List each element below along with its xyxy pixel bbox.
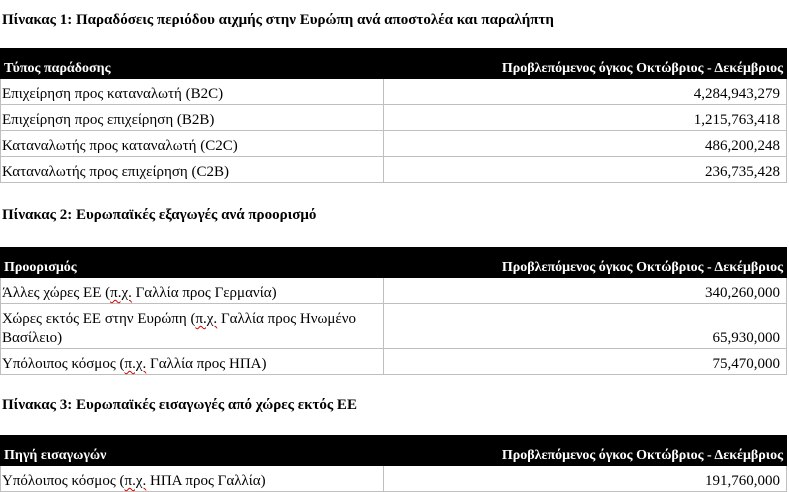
table-row (1, 105, 787, 131)
spellcheck-underlined-word: π.χ. (195, 311, 218, 327)
row-value: 340,260,000 (384, 278, 787, 304)
table-1-caption: Πίνακας 1: Παραδόσεις περιόδου αιχμής στην Ευρώπη ανά αποστολέα και παραλήπτη (2, 12, 554, 28)
row-value: 486,200,248 (384, 131, 787, 157)
spellcheck-underlined-word: π.χ. (110, 285, 132, 301)
row-label: Καταναλωτής προς καταναλωτή (C2C) (1, 131, 384, 157)
table-3-header-source: Πηγή εισαγωγών (1, 436, 384, 466)
table-3-header-volume: Προβλεπόμενος όγκος Οκτώβριος - Δεκέμβριος (384, 436, 787, 466)
table-1-header-row (1, 49, 787, 79)
row-value: 1,215,763,418 (384, 105, 787, 131)
row-value: 75,470,000 (384, 349, 787, 375)
table-3-caption: Πίνακας 3: Ευρωπαϊκές εισαγωγές από χώρες εκτός ΕΕ (2, 397, 357, 413)
table-2 (0, 247, 787, 375)
table-3 (0, 435, 787, 492)
row-label: Καταναλωτής προς επιχείρηση (C2B) (1, 157, 384, 183)
row-value: 4,284,943,279 (384, 79, 787, 105)
table-row (1, 157, 787, 183)
table-row (1, 79, 787, 105)
table-row (1, 466, 787, 492)
table-row (1, 304, 787, 349)
row-label: Επιχείρηση προς επιχείρηση (B2B) (1, 105, 384, 131)
row-label: Χώρες εκτός ΕΕ στην Ευρώπη (π.χ. Γαλλία προς Ηνωμένο Βασίλειο) (1, 304, 384, 349)
table-1 (0, 48, 787, 183)
table-2-header-volume: Προβλεπόμενος όγκος Οκτώβριος - Δεκέμβριος (384, 248, 787, 278)
row-value: 236,735,428 (384, 157, 787, 183)
row-label: Άλλες χώρες ΕΕ (π.χ. Γαλλία προς Γερμανία) (1, 278, 384, 304)
spellcheck-underlined-word: π.χ. (124, 473, 147, 489)
row-label: Υπόλοιπος κόσμος (π.χ. ΗΠΑ προς Γαλλία) (1, 466, 384, 492)
row-label: Υπόλοιπος κόσμος (π.χ. Γαλλία προς ΗΠΑ) (1, 349, 384, 375)
table-2-caption: Πίνακας 2: Ευρωπαϊκές εξαγωγές ανά προορισμό (2, 207, 317, 223)
row-value: 191,760,000 (384, 466, 787, 492)
row-label: Επιχείρηση προς καταναλωτή (B2C) (1, 79, 384, 105)
table-3-header-row (1, 436, 787, 466)
spellcheck-underlined-word: π.χ. (124, 356, 147, 372)
table-2-header-row (1, 248, 787, 278)
table-1-header-volume: Προβλεπόμενος όγκος Οκτώβριος - Δεκέμβριος (384, 49, 787, 79)
table-row (1, 278, 787, 304)
row-value: 65,930,000 (384, 304, 787, 349)
table-1-header-type: Τύπος παράδοσης (1, 49, 384, 79)
table-row (1, 349, 787, 375)
table-2-header-destination: Προορισμός (1, 248, 384, 278)
table-row (1, 131, 787, 157)
